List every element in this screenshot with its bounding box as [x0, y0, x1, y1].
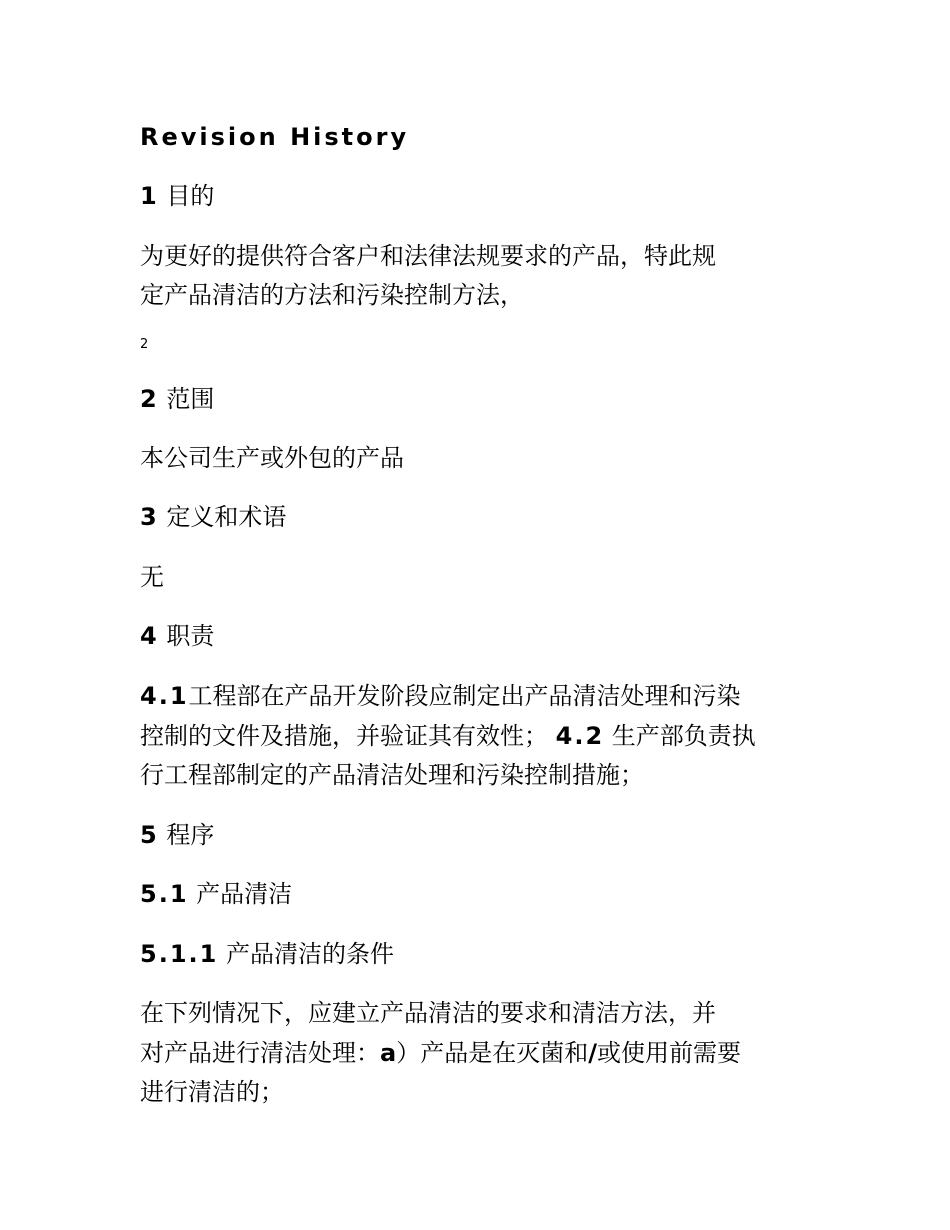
- subsection-number: 5.1.1: [140, 940, 219, 968]
- section-number: 4: [140, 622, 159, 650]
- subsection-number: 4.1: [140, 682, 189, 710]
- section-title: 程序: [166, 821, 215, 849]
- paragraph-line: [140, 1033, 741, 1073]
- document-title: Revision History: [140, 123, 410, 151]
- paragraph-line: 无: [140, 563, 164, 591]
- subsection-title: 产品清洁的条件: [225, 940, 394, 968]
- paragraph-line: [140, 676, 741, 716]
- list-marker: a: [380, 1039, 397, 1067]
- section-5-heading: [140, 815, 214, 855]
- slash-separator: /: [588, 1039, 597, 1067]
- paragraph-line: 本公司生产或外包的产品: [140, 444, 404, 472]
- small-page-number: 2: [140, 337, 149, 352]
- paragraph-line: 定产品清洁的方法和污染控制方法，: [140, 281, 524, 309]
- paragraph-line: 在下列情况下，应建立产品清洁的要求和清洁方法，并: [140, 999, 716, 1027]
- paragraph-line: 进行清洁的；: [140, 1078, 284, 1106]
- section-1-heading: [140, 176, 214, 216]
- paragraph-text: 或使用前需要: [596, 1039, 741, 1067]
- paragraph-text: 生产部负责执: [611, 722, 756, 750]
- paragraph-text: 对产品进行清洁处理：: [140, 1039, 380, 1067]
- section-title: 目的: [166, 182, 215, 210]
- paragraph-text: 工程部在产品开发阶段应制定出产品清洁处理和污染: [188, 682, 741, 710]
- subsection-number: 4.2: [555, 722, 605, 750]
- paragraph-text: 控制的文件及措施，并验证其有效性；: [140, 722, 548, 750]
- paragraph-text: ）产品是在灭菌和: [396, 1039, 589, 1067]
- paragraph-line: 为更好的提供符合客户和法律法规要求的产品，特此规: [140, 242, 716, 270]
- subsection-heading: [140, 874, 292, 914]
- section-2-heading: [140, 379, 214, 419]
- subsection-number: 5.1: [140, 880, 189, 908]
- subsubsection-heading: [140, 934, 394, 974]
- section-number: 5: [140, 821, 159, 849]
- paragraph-line: [140, 716, 756, 756]
- section-title: 职责: [166, 622, 215, 650]
- section-title: 范围: [166, 385, 215, 413]
- section-number: 1: [140, 182, 159, 210]
- section-4-heading: [140, 616, 214, 656]
- section-number: 3: [140, 503, 159, 531]
- section-3-heading: [140, 497, 286, 537]
- subsection-title: 产品清洁: [196, 880, 293, 908]
- section-number: 2: [140, 385, 159, 413]
- section-title: 定义和术语: [166, 503, 287, 531]
- paragraph-line: 行工程部制定的产品清洁处理和污染控制措施；: [140, 761, 644, 789]
